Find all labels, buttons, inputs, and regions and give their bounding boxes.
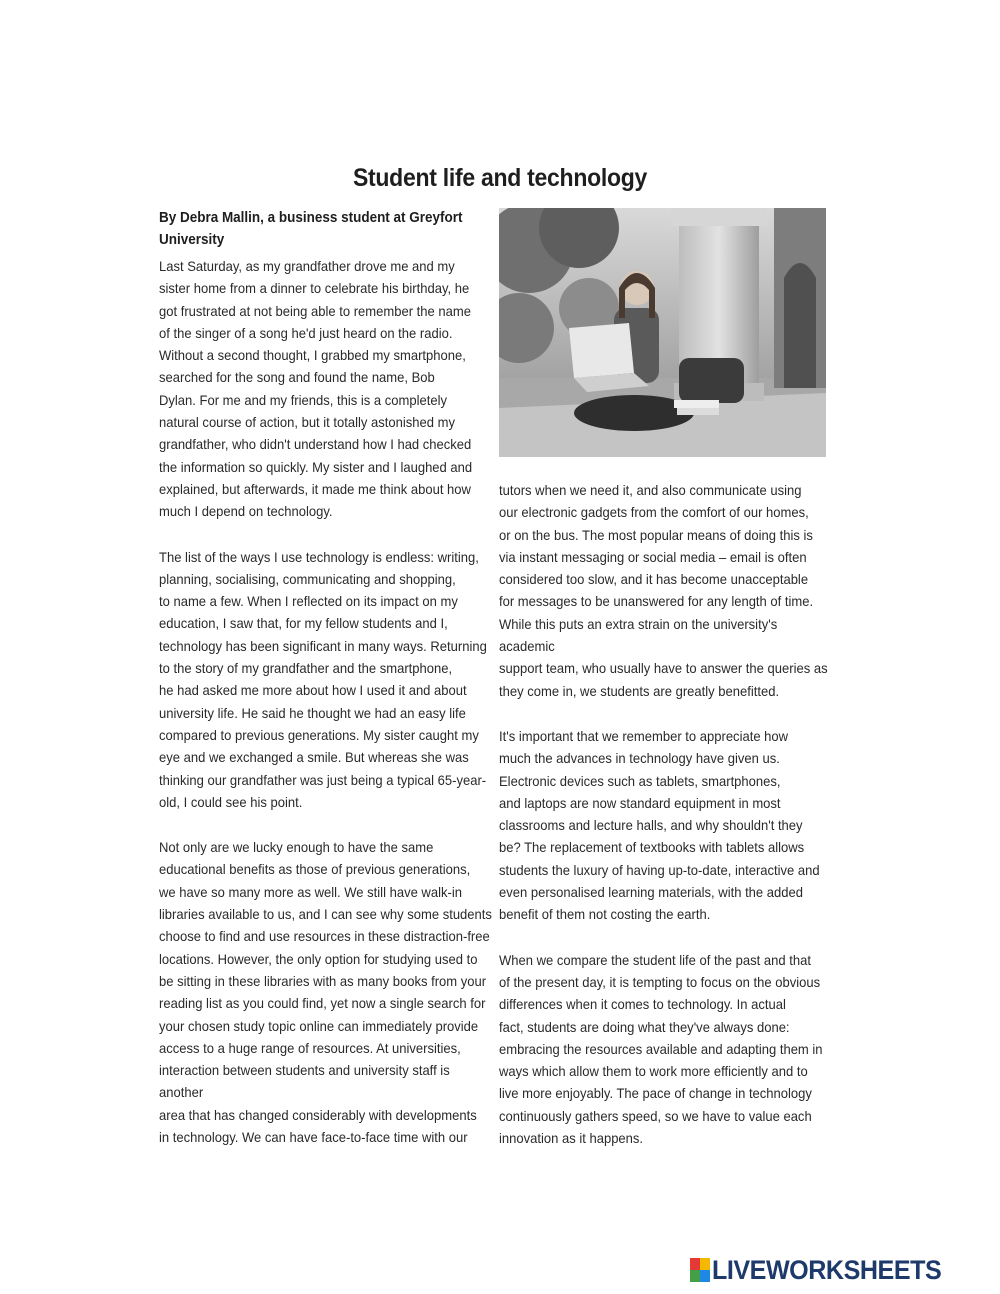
paragraph: Not only are we lucky enough to have the same educational benefits as those of previous generations, we have so many more as well. We still have walk-in libraries available to us, and I can see why some students choose to find and use resources in these distraction-free locations. However, the only option for studying used to be sitting in these libraries with as many books from your reading list as you could find, yet now a single search for your chosen study topic online can immediately provide access to a huge range of resources. At universities, interaction between students and university staff is another area that has changed considerably with developments in technology. We can have face-to-face time with our (159, 839, 492, 1145)
liveworksheets-logo (690, 1254, 959, 1286)
article-right-column (499, 479, 835, 1149)
article-title: Student life and technology (352, 164, 648, 192)
logo-text: LIVEWORKSHEETS (712, 1254, 942, 1285)
paragraph: It's important that we remember to appreciate how much the advances in technology have given us. Electronic devices such as tablets, smartphones, and laptops are now standard equipment in most classrooms and lecture halls, and why shouldn't they be? The replacement of textbooks with tablets allows students the luxury of having up-to-date, interactive and even personalised learning materials, with the added benefit of them not costing the earth. (499, 727, 820, 923)
paragraph: Last Saturday, as my grandfather drove me and my sister home from a dinner to celebrate his birthday, he got frustrated at not being able to remember the name of the singer of a song he'd just heard on the radio. Without a second thought, I grabbed my smartphone, searched for the song and found the name, Bob Dylan. For me and my friends, this is a completely natural course of action, but it totally astonished my grandfather, who didn't understand how I had checked the information so quickly. My sister and I laughed and explained, but afterwards, it made me think about how much I depend on technology. (159, 258, 473, 520)
paragraph: When we compare the student life of the past and that of the present day, it is tempting to focus on the obvious differences when it comes to technology. In actual fact, students are doing what they've always done: embracing the resources available and adapting them in ways which allow them to work more efficiently and to live more enjoyably. The pace of change in technology continuously gathers speed, so we have to value each innovation as it happens. (499, 951, 823, 1147)
paragraph: The list of the ways I use technology is endless: writing, planning, socialising, communicating and shopping, to name a few. When I reflected on its impact on my education, I saw that, for my fellow students and I, technology has been significant in many ways. Returning to the story of my grandfather and the smartphone, he had asked me more about how I used it and about university life. He said he thought we had an easy life compared to previous generations. My sister caught my eye and we exchanged a smile. But whereas she was thinking our grandfather was just being a typical 65-year- old, I could see his point. (159, 548, 487, 810)
student-laptop-photo (499, 208, 826, 457)
logo-mark-icon (690, 1258, 710, 1282)
paragraph: tutors when we need it, and also communicate using our electronic gadgets from the comfort of our homes, or on the bus. The most popular means of doing this is via instant messaging or social media – email is often considered too slow, and it has become unacceptable for messages to be unanswered for any length of time. While this puts an extra strain on the university's academic support team, who usually have to answer the queries as they come in, we students are greatly benefitted. (499, 482, 828, 699)
article-left-column (159, 207, 495, 1148)
byline: By Debra Mallin, a business student at Greyfort University (159, 210, 463, 248)
